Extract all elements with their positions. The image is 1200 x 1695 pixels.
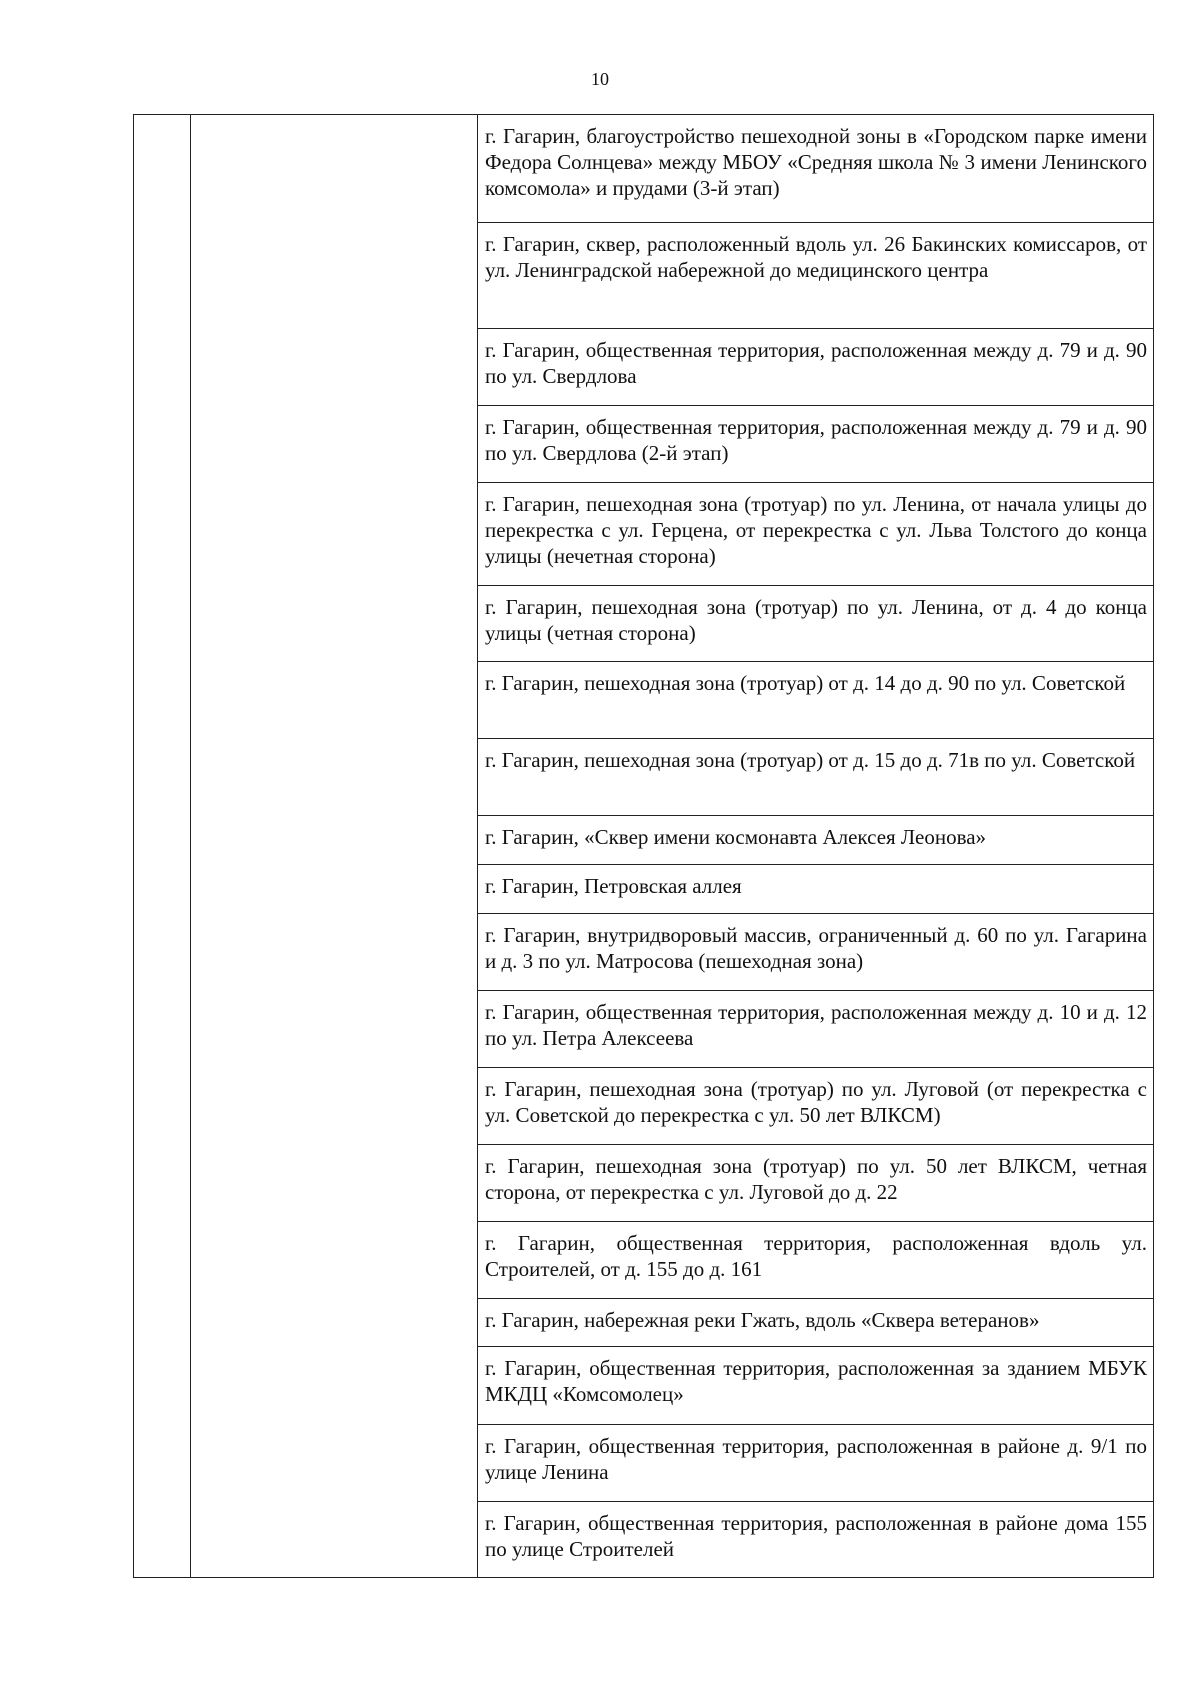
row-text: г. Гагарин, пешеходная зона (тротуар) по ул. Ленина, от начала улицы до перекрестка с ул. Герцена, от перекрестка с ул. Льва Толстого до конца улицы (нечетная сторона) <box>485 492 1147 568</box>
row-text: г. Гагарин, пешеходная зона (тротуар) от д. 14 до д. 90 по ул. Советской <box>485 671 1126 695</box>
table-row <box>478 1145 1153 1222</box>
table-row <box>478 1347 1153 1425</box>
row-text: г. Гагарин, сквер, расположенный вдоль ул. 26 Бакинских комиссаров, от ул. Ленинградской набережной до медицинского центра <box>485 232 1147 282</box>
row-text: г. Гагарин, общественная территория, расположенная между д. 79 и д. 90 по ул. Свердлова (2-й этап) <box>485 415 1147 465</box>
row-text: г. Гагарин, благоустройство пешеходной зоны в «Городском парке имени Федора Солнцева» между МБОУ «Средняя школа № 3 имени Ленинского комсомола» и прудами (3-й этап) <box>485 124 1147 200</box>
territories-table <box>133 114 1154 1578</box>
row-text: г. Гагарин, пешеходная зона (тротуар) по ул. Ленина, от д. 4 до конца улицы (четная сторона) <box>485 595 1147 645</box>
table-row <box>478 223 1153 329</box>
table-row <box>478 1222 1153 1299</box>
table-row <box>478 329 1153 406</box>
row-text: г. Гагарин, пешеходная зона (тротуар) по ул. 50 лет ВЛКСМ, четная сторона, от перекрестка с ул. Луговой до д. 22 <box>485 1154 1147 1204</box>
row-text: г. Гагарин, общественная территория, расположенная за зданием МБУК МКДЦ «Комсомолец» <box>485 1356 1147 1406</box>
table-row <box>478 1502 1153 1579</box>
row-text: г. Гагарин, общественная территория, расположенная в районе д. 9/1 по улице Ленина <box>485 1434 1147 1484</box>
table-row <box>478 914 1153 991</box>
row-text: г. Гагарин, пешеходная зона (тротуар) по ул. Луговой (от перекрестка с ул. Советской до перекрестка с ул. 50 лет ВЛКСМ) <box>485 1077 1147 1127</box>
row-text: г. Гагарин, «Сквер имени космонавта Алексея Леонова» <box>485 825 987 849</box>
table-row <box>478 115 1153 223</box>
row-text: г. Гагарин, общественная территория, расположенная между д. 79 и д. 90 по ул. Свердлова <box>485 338 1147 388</box>
table-row <box>478 406 1153 483</box>
row-text: г. Гагарин, Петровская аллея <box>485 874 742 898</box>
table-row <box>478 662 1153 739</box>
row-text: г. Гагарин, набережная реки Гжать, вдоль «Сквера ветеранов» <box>485 1308 1040 1332</box>
table-rows <box>478 115 1153 1577</box>
row-text: г. Гагарин, общественная территория, расположенная вдоль ул. Строителей, от д. 155 до д. 161 <box>485 1231 1147 1281</box>
page-number: 10 <box>591 69 609 89</box>
table-row <box>478 1299 1153 1347</box>
table-row <box>478 865 1153 914</box>
column-divider-1 <box>190 115 191 1577</box>
table-row <box>478 739 1153 816</box>
table-row <box>478 1425 1153 1502</box>
row-text: г. Гагарин, общественная территория, расположенная в районе дома 155 по улице Строителей <box>485 1511 1147 1561</box>
table-row <box>478 1068 1153 1145</box>
row-text: г. Гагарин, внутридворовый массив, ограниченный д. 60 по ул. Гагарина и д. 3 по ул. Матросова (пешеходная зона) <box>485 923 1147 973</box>
table-row <box>478 991 1153 1068</box>
row-text: г. Гагарин, общественная территория, расположенная между д. 10 и д. 12 по ул. Петра Алексеева <box>485 1000 1147 1050</box>
table-row <box>478 816 1153 865</box>
table-row <box>478 586 1153 662</box>
table-row <box>478 483 1153 586</box>
row-text: г. Гагарин, пешеходная зона (тротуар) от д. 15 до д. 71в по ул. Советской <box>485 748 1136 772</box>
